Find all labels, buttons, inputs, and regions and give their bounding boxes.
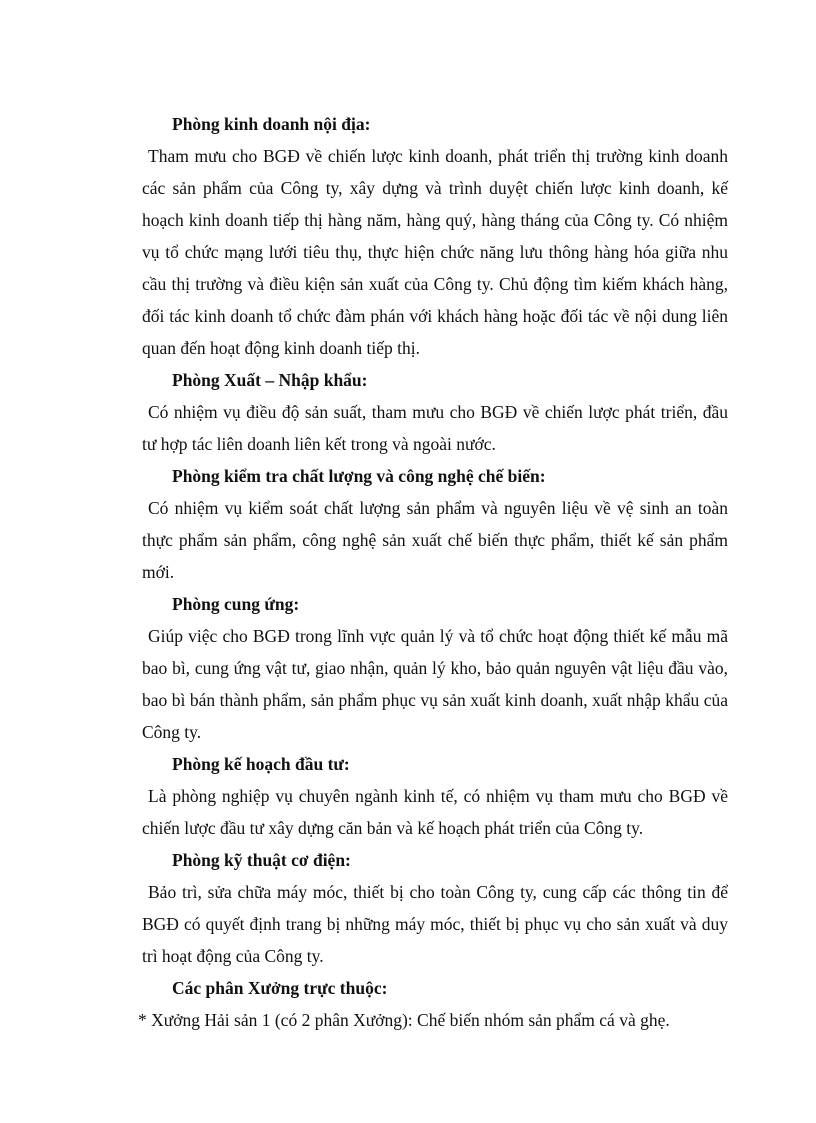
heading-domestic-business: Phòng kinh doanh nội địa: (172, 114, 371, 134)
heading-supply: Phòng cung ứng: (172, 594, 300, 614)
paragraph-quality-control: Có nhiệm vụ kiểm soát chất lượng sản phẩm và nguyên liệu về vệ sinh an toàn thực phẩm sản phẩm, công nghệ sản xuất chế biến thực phẩm, thiết kế sản phẩm mới. (142, 498, 728, 582)
heading-electromechanical: Phòng kỹ thuật cơ điện: (172, 850, 351, 870)
heading-quality-control: Phòng kiểm tra chất lượng và công nghệ chế biến: (172, 466, 546, 486)
heading-investment-planning: Phòng kế hoạch đầu tư: (172, 754, 350, 774)
paragraph-supply: Giúp việc cho BGĐ trong lĩnh vực quản lý và tổ chức hoạt động thiết kế mẫu mã bao bì, cung ứng vật tư, giao nhận, quản lý kho, bảo quản nguyên vật liệu đầu vào, bao bì bán thành phẩm, sản phẩm phục vụ sản xuất kinh doanh, xuất nhập khẩu của Công ty. (142, 626, 728, 742)
paragraph-import-export: Có nhiệm vụ điều độ sản suất, tham mưu cho BGĐ về chiến lược phát triển, đầu tư hợp tác liên doanh liên kết trong và ngoài nước. (142, 402, 728, 454)
heading-workshops: Các phân Xưởng trực thuộc: (172, 978, 388, 998)
heading-import-export: Phòng Xuất – Nhập khẩu: (172, 370, 368, 390)
paragraph-domestic-business: Tham mưu cho BGĐ về chiến lược kinh doanh, phát triển thị trường kinh doanh các sản phẩm của Công ty, xây dựng và trình duyệt chiến lược kinh doanh, kế hoạch kinh doanh tiếp thị hàng năm, hàng quý, hàng tháng của Công ty. Có nhiệm vụ tổ chức mạng lưới tiêu thụ, thực hiện chức năng lưu thông hàng hóa giữa nhu cầu thị trường và điều kiện sản xuất của Công ty. Chủ động tìm kiếm khách hàng, đối tác kinh doanh tổ chức đàm phán với khách hàng hoặc đối tác về nội dung liên quan đến hoạt động kinh doanh tiếp thị. (142, 146, 728, 358)
bullet-seafood-workshop-1: * Xưởng Hải sản 1 (có 2 phân Xưởng): Chế biến nhóm sản phẩm cá và ghẹ. (138, 1010, 670, 1030)
document-page (138, 108, 728, 1036)
paragraph-electromechanical: Bảo trì, sửa chữa máy móc, thiết bị cho toàn Công ty, cung cấp các thông tin để BGĐ có quyết định trang bị những máy móc, thiết bị phục vụ cho sản xuất và duy trì hoạt động của Công ty. (142, 882, 728, 966)
paragraph-investment-planning: Là phòng nghiệp vụ chuyên ngành kinh tế, có nhiệm vụ tham mưu cho BGĐ về chiến lược đầu tư xây dựng căn bản và kế hoạch phát triển của Công ty. (142, 786, 728, 838)
